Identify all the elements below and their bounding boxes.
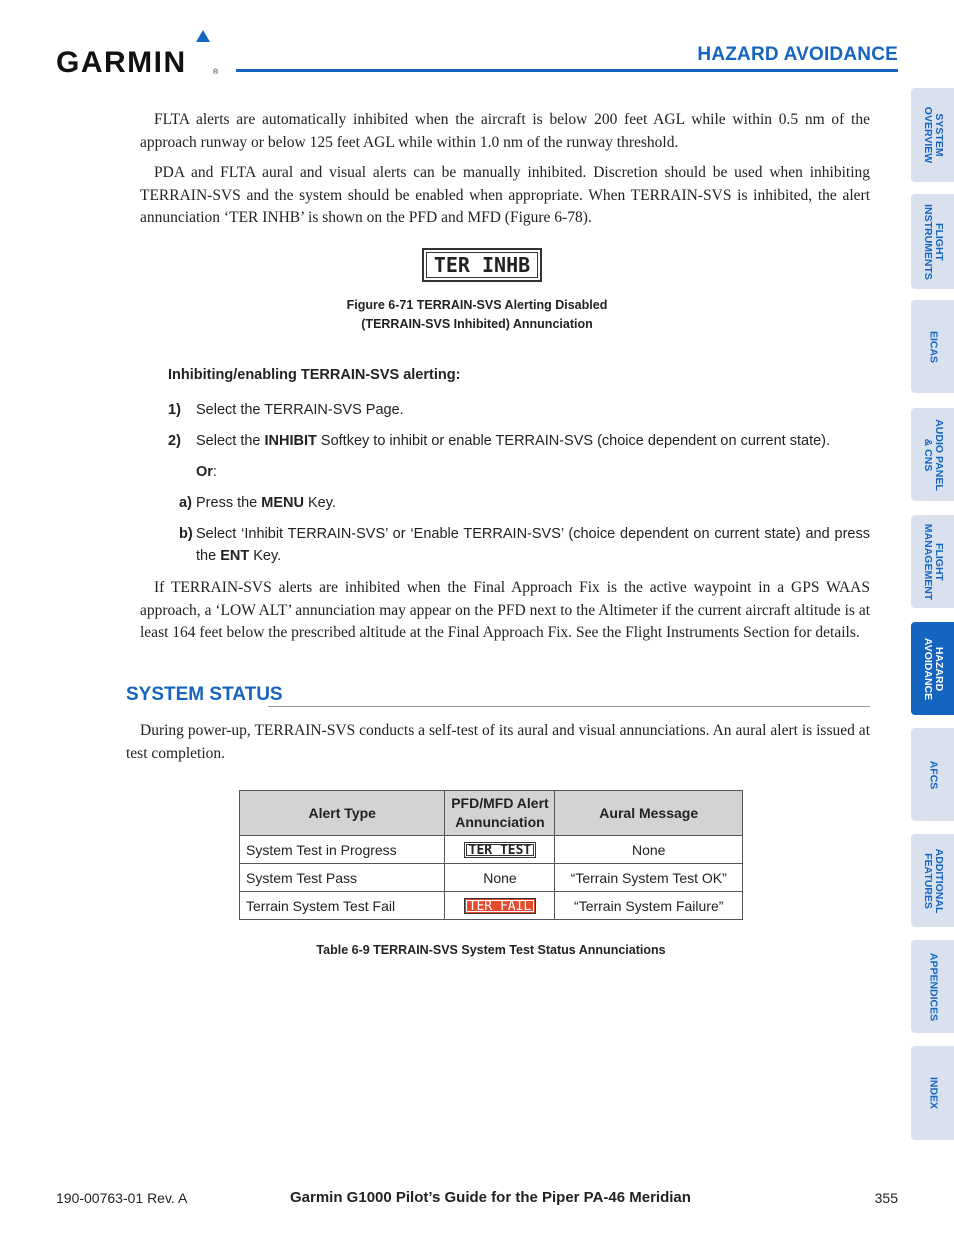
system-test-status-table [239,790,743,920]
annunciation-cell: None [445,864,555,892]
table-row [240,836,743,864]
table-row [240,864,743,892]
alert-type-cell: Terrain System Test Fail [240,892,445,920]
or-label: Or: [196,464,217,480]
tab-hazard-avoidance[interactable]: HAZARD AVOIDANCE [911,622,954,715]
table-caption: Table 6-9 TERRAIN-SVS System Test Status Annunciations [316,943,666,957]
header-rule [236,69,898,72]
tab-flight-instruments[interactable]: FLIGHT INSTRUMENTS [911,194,954,289]
paragraph-manual-inhibit: PDA and FLTA aural and visual alerts can be manually inhibited. Discretion should be used when inhibiting TERRAIN-SVS and the system should be enabled when appropriate. When TERRAIN-SVS is inhibited, the alert annunciation ‘TER INHB’ is shown on the PFD and MFD (Figure 6-78). [140,164,870,226]
tab-audio-panel-cns[interactable]: AUDIO PANEL & CNS [911,408,954,501]
paragraph-low-alt: If TERRAIN-SVS alerts are inhibited when the Final Approach Fix is the active waypoint in a GPS WAAS approach, a ‘LOW ALT’ annunciation may appear on the PFD next to the Altimeter if the current aircraft altitude is at least 164 feet below the prescribed altitude at the Final Approach Fix. See the Flight Instruments Section for details. [140,579,870,641]
tab-afcs[interactable]: AFCS [911,728,954,821]
table-row [240,892,743,920]
column-header-aural-message: Aural Message [555,791,743,836]
tab-eicas[interactable]: EICAS [911,300,954,393]
paragraph-self-test: During power-up, TERRAIN-SVS conducts a self-test of its aural and visual annunciations. An aural alert is issued at test completion. [126,722,870,762]
aural-message-cell: “Terrain System Test OK” [555,864,743,892]
step-b: b) Select ‘Inhibit TERRAIN-SVS’ or ‘Enable TERRAIN-SVS’ (choice dependent on current state) and press the ENT Key. [179,526,870,564]
page-number: 355 [874,1190,898,1206]
ter-inhb-annunciation: TER INHB [422,248,542,282]
tab-system-overview[interactable]: SYSTEM OVERVIEW [911,88,954,182]
paragraph-flta-inhibit: FLTA alerts are automatically inhibited when the aircraft is below 200 feet AGL while within 0.5 nm of the approach runway or below 125 feet AGL while within 1.0 nm of the runway threshold. [140,111,870,151]
garmin-logo [56,30,221,76]
ter-test-annunciation: TER TEST [464,842,536,858]
aural-message-cell: None [555,836,743,864]
figure-caption-line1: Figure 6-71 TERRAIN-SVS Alerting Disabled [346,298,608,312]
tab-additional-features[interactable]: ADDITIONAL FEATURES [911,834,954,927]
section-title: HAZARD AVOIDANCE [697,44,898,65]
annunciation-cell [445,892,555,920]
tab-index[interactable]: INDEX [911,1046,954,1140]
brand-wordmark: GARMIN [56,46,187,76]
tab-flight-management[interactable]: FLIGHT MANAGEMENT [911,515,954,608]
alert-type-cell: System Test Pass [240,864,445,892]
footer-title: Garmin G1000 Pilot’s Guide for the Piper PA-46 Meridian [290,1189,691,1206]
procedure-heading: Inhibiting/enabling TERRAIN-SVS alerting: [168,367,461,383]
annunciation-cell [445,836,555,864]
system-status-heading: SYSTEM STATUS [126,684,283,705]
alert-type-cell: System Test in Progress [240,836,445,864]
ter-fail-annunciation: TER FAIL [464,898,536,914]
system-status-rule [268,706,870,707]
svg-text:®: ® [213,69,219,76]
aural-message-cell: “Terrain System Failure” [555,892,743,920]
figure-caption-line2: (TERRAIN-SVS Inhibited) Annunciation [361,317,593,331]
column-header-annunciation: PFD/MFD Alert Annunciation [445,791,555,836]
tab-appendices[interactable]: APPENDICES [911,940,954,1033]
footer-doc-number: 190-00763-01 Rev. A [56,1190,188,1206]
column-header-alert-type: Alert Type [240,791,445,836]
